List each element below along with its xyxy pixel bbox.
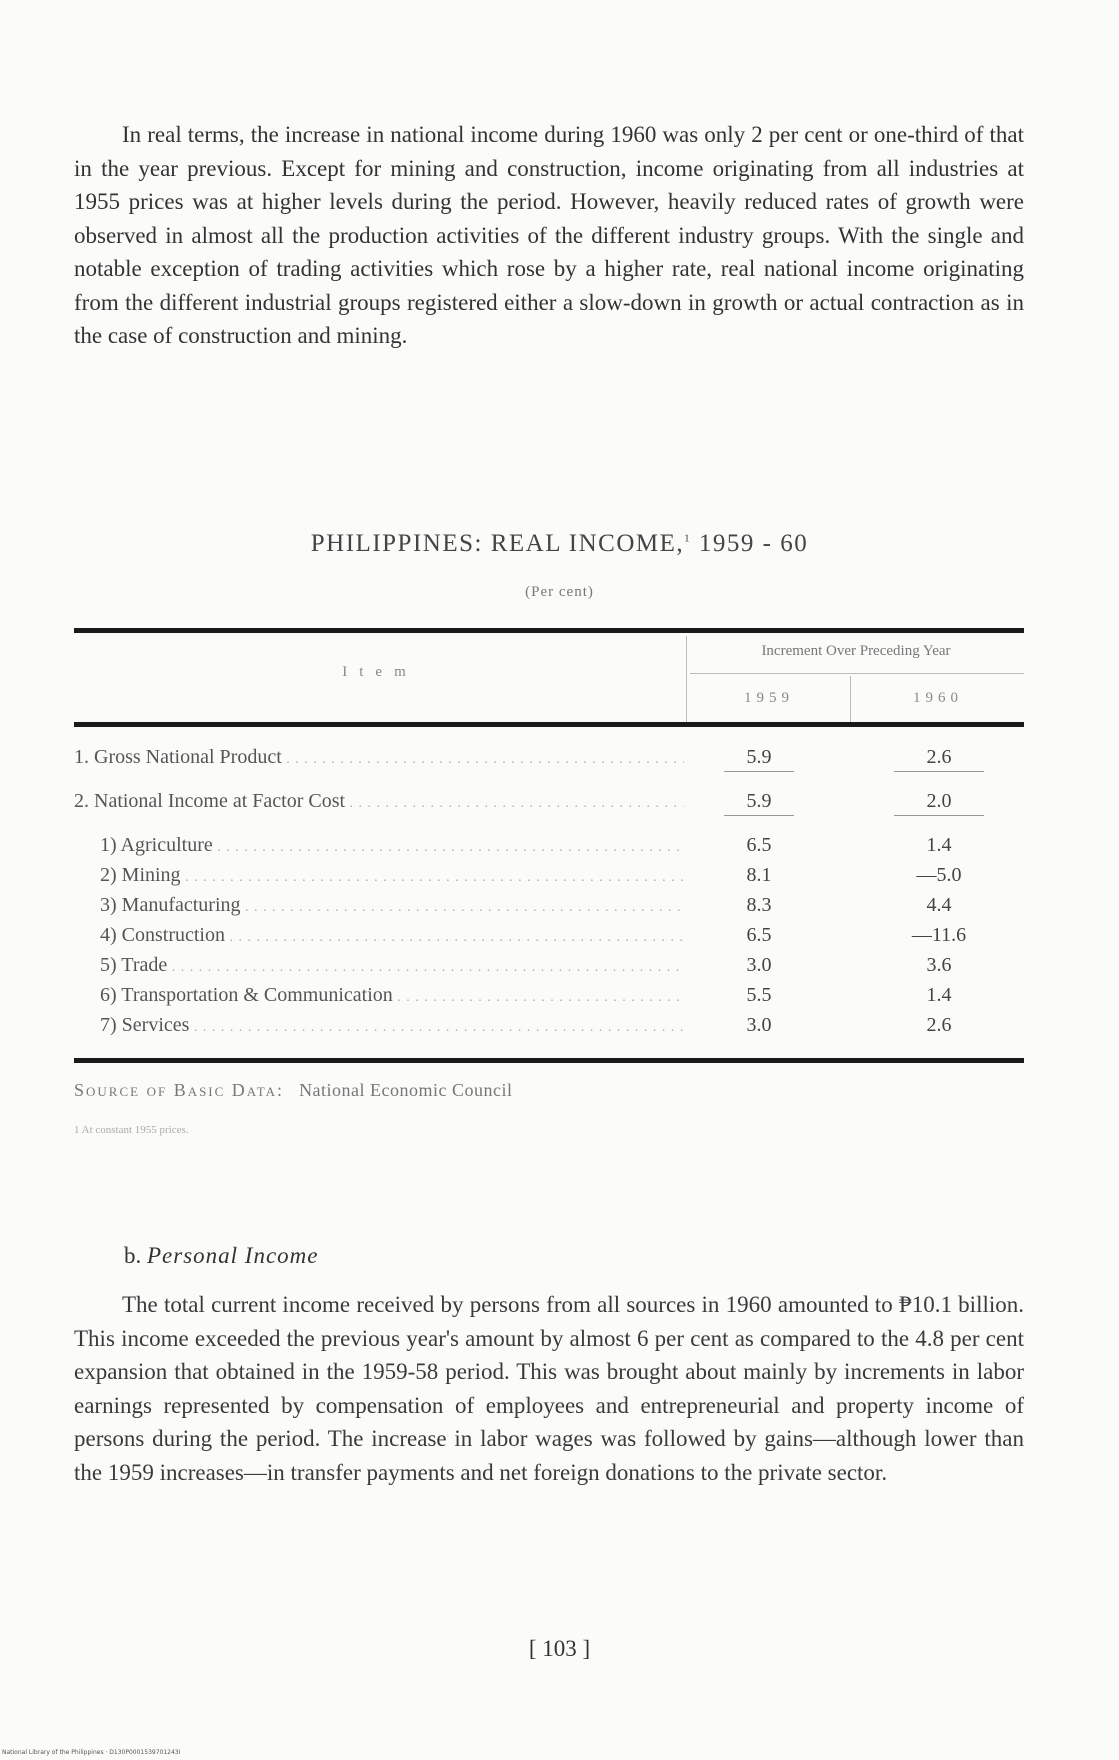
row-label: 2) Mining . . . bbox=[100, 864, 684, 887]
table-row bbox=[74, 954, 1024, 984]
table-subtitle: (Per cent) bbox=[525, 584, 594, 600]
header-increment: Increment Over Preceding Year bbox=[761, 643, 951, 659]
row-value-1960: —11.6 bbox=[911, 924, 967, 946]
table-row bbox=[74, 834, 1024, 864]
source-label: Source of Basic Data: bbox=[74, 1080, 285, 1100]
row-label: 1. Gross National Product . . . bbox=[74, 746, 684, 769]
header-year-1959: 1959 bbox=[744, 690, 794, 706]
row-label: 6) Transportation & Communication . . . bbox=[100, 984, 684, 1007]
table-footnote: 1 At constant 1955 prices. bbox=[74, 1124, 189, 1136]
row-value-1960: 1.4 bbox=[926, 834, 952, 856]
row-label: 2. National Income at Factor Cost . . . bbox=[74, 790, 684, 813]
header-year-1960: 1960 bbox=[913, 690, 963, 706]
header-item: Item bbox=[342, 664, 418, 680]
section-heading-prefix: b. bbox=[124, 1243, 142, 1268]
table-top-rule bbox=[74, 628, 1024, 633]
row-label: 3) Manufacturing . . . bbox=[100, 894, 684, 917]
section-heading bbox=[124, 1243, 319, 1269]
table-row bbox=[74, 746, 1024, 776]
row-value-1959: 8.3 bbox=[746, 894, 772, 916]
row-value-1960: 2.6 bbox=[894, 746, 984, 772]
table-row bbox=[74, 894, 1024, 924]
row-value-1959: 8.1 bbox=[746, 864, 772, 886]
row-value-1960: 3.6 bbox=[926, 954, 952, 976]
row-value-1959: 5.5 bbox=[746, 984, 772, 1006]
row-label: 1) Agriculture . . . bbox=[100, 834, 684, 857]
table-title-text: PHILIPPINES: REAL INCOME, bbox=[310, 530, 685, 557]
table-row bbox=[74, 924, 1024, 954]
table-bottom-rule bbox=[74, 1058, 1024, 1063]
table-row bbox=[74, 864, 1024, 894]
row-value-1960: 1.4 bbox=[926, 984, 952, 1006]
row-label: 5) Trade . . . bbox=[100, 954, 684, 977]
row-value-1959: 5.9 bbox=[724, 746, 794, 772]
table-row bbox=[74, 1014, 1024, 1044]
source-value: National Economic Council bbox=[299, 1080, 513, 1100]
title-footnote-mark: 1 bbox=[684, 532, 692, 545]
row-label: 7) Services . . . bbox=[100, 1014, 684, 1037]
table-title-years: 1959 - 60 bbox=[698, 530, 809, 557]
table-row bbox=[74, 790, 1024, 820]
header-divider-2 bbox=[850, 676, 851, 724]
table-header-rule bbox=[74, 722, 1024, 727]
scan-caption: National Library of the Philippines · D130P0001539701243I bbox=[2, 1749, 181, 1756]
table-row bbox=[74, 984, 1024, 1014]
row-value-1959: 3.0 bbox=[746, 954, 772, 976]
header-subrule bbox=[690, 673, 1024, 674]
table-source bbox=[74, 1080, 513, 1101]
personal-income-paragraph: The total current income received by persons from all sources in 1960 amounted to ₱10.1 billion. This income exceeded the previous year's amount by almost 6 per cent as compared to the 4.8 per cent expansion that obtained in the 1959-58 period. This was brought about mainly by increments in labor earnings represented by compensation of employees and entrepreneurial and property income of persons during the period. The increase in labor wages was followed by gains—although lower than the 1959 increases—in transfer payments and net foreign donations to the private sector. bbox=[74, 1292, 1024, 1485]
row-value-1959: 6.5 bbox=[746, 834, 772, 856]
row-value-1960: 2.0 bbox=[894, 790, 984, 816]
header-divider-1 bbox=[686, 636, 687, 724]
intro-paragraph: In real terms, the increase in national income during 1960 was only 2 per cent or one-third of that in the year previous. Except for mining and construction, income originating from all industries at 1955 prices was at higher levels during the period. However, heavily reduced rates of growth were observed in almost all the production activities of the different industry groups. With the single and notable exception of trading activities which rose by a higher rate, real national income originating from the different industrial groups registered either a slow-down in growth or actual contraction as in the case of construction and mining. bbox=[74, 122, 1024, 348]
row-label: 4) Construction . . . bbox=[100, 924, 684, 947]
section-heading-text: Personal Income bbox=[147, 1243, 319, 1268]
row-value-1960: 4.4 bbox=[926, 894, 952, 916]
table-title bbox=[0, 530, 1119, 558]
row-value-1959: 3.0 bbox=[746, 1014, 772, 1036]
row-value-1960: —5.0 bbox=[916, 864, 962, 886]
row-value-1959: 6.5 bbox=[746, 924, 772, 946]
row-value-1959: 5.9 bbox=[724, 790, 794, 816]
row-value-1960: 2.6 bbox=[926, 1014, 952, 1036]
page-number: [ 103 ] bbox=[528, 1636, 591, 1661]
